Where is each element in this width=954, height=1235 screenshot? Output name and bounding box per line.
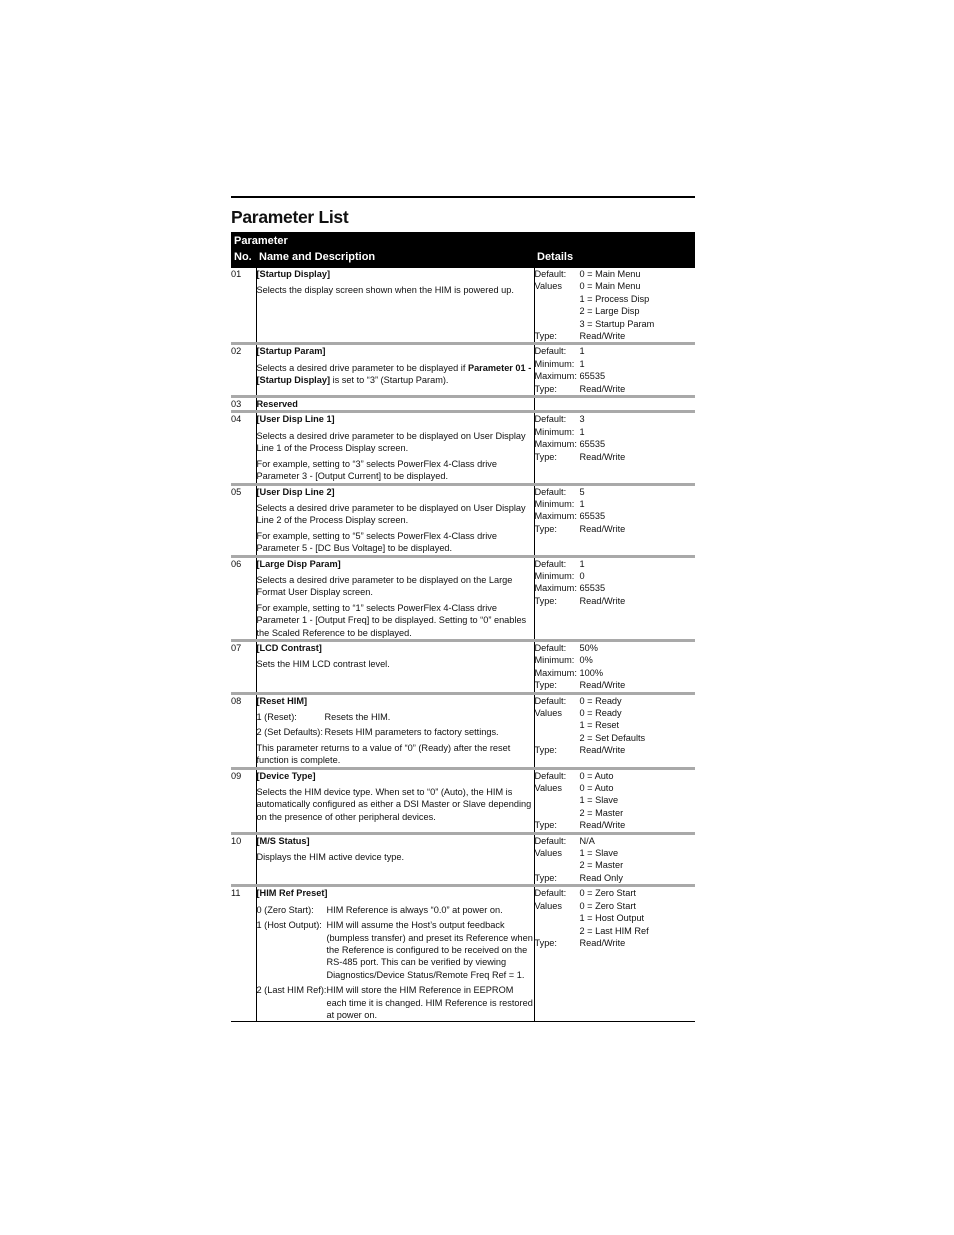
- detail-key: Values: [534, 281, 562, 292]
- param-details-cell: [534, 768, 695, 833]
- detail-row: [535, 937, 696, 949]
- param-number: 03: [231, 397, 256, 412]
- detail-value: 1 = Process Disp: [579, 293, 650, 304]
- detail-value: Read/Write: [579, 820, 626, 831]
- detail-key: Default:: [534, 770, 567, 781]
- detail-value: 1 = Reset: [579, 720, 620, 731]
- param-description: Displays the HIM active device type.: [256, 852, 405, 863]
- option-key: 0 (Zero Start):: [256, 904, 314, 915]
- parameter-row: [231, 693, 695, 768]
- param-name: [LCD Contrast]: [256, 642, 322, 653]
- detail-row: [535, 345, 696, 357]
- detail-value: 1: [579, 358, 585, 369]
- detail-key: Default:: [534, 835, 567, 846]
- option-row: [257, 726, 534, 738]
- detail-value: Read/Write: [579, 745, 626, 756]
- top-rule: [231, 196, 695, 198]
- detail-row: [535, 570, 696, 582]
- detail-row: [535, 900, 696, 912]
- parameter-row: [231, 886, 695, 1022]
- detail-row: [535, 794, 696, 806]
- param-number: 08: [231, 693, 256, 768]
- header-no: No.: [234, 251, 252, 263]
- detail-key: Type:: [534, 680, 557, 691]
- detail-value: Read/Write: [579, 523, 626, 534]
- parameter-row: [231, 412, 695, 484]
- detail-key: Type:: [534, 872, 557, 883]
- param-name: [Startup Display]: [256, 269, 331, 279]
- detail-row: [535, 859, 696, 871]
- option-value: HIM will assume the Host’s output feedback (bumpless transfer) and preset its Reference when the Reference is configured to be received on the RS-485 port. This can be verified by viewing Diagnostics/Device Status/Remote Freq Ref = 1.: [326, 920, 533, 980]
- detail-key: Type:: [534, 745, 557, 756]
- param-number: 07: [231, 640, 256, 693]
- detail-key: Minimum:: [534, 426, 575, 437]
- detail-value: 2 = Master: [579, 860, 624, 871]
- param-number: 10: [231, 833, 256, 886]
- description-text: Selects a desired drive parameter to be displayed if: [256, 362, 468, 373]
- parameter-row: [231, 344, 695, 397]
- detail-value: 5: [579, 486, 585, 497]
- description-ref: Parameter 01 - [Startup Display]: [256, 362, 532, 386]
- detail-row: [535, 595, 696, 607]
- detail-value: 0 = Ready: [579, 695, 622, 706]
- detail-key: [535, 305, 580, 317]
- option-key: 2 (Set Defaults):: [256, 727, 323, 738]
- param-description: Selects a desired drive parameter to be displayed on User Display Line 2 of the Process Display screen.: [256, 502, 526, 526]
- param-description-cell: [256, 693, 534, 768]
- detail-row: [535, 847, 696, 859]
- detail-row: [535, 835, 696, 847]
- param-number: 11: [231, 886, 256, 1022]
- detail-row: [535, 707, 696, 719]
- param-name: [Startup Param]: [256, 346, 326, 357]
- detail-value: 65535: [579, 371, 606, 382]
- detail-value: 3 = Startup Param: [579, 318, 655, 329]
- detail-value: Read/Write: [579, 451, 626, 462]
- page-title: Parameter List: [231, 207, 349, 227]
- detail-key: Default:: [534, 642, 567, 653]
- detail-row: [535, 912, 696, 924]
- header-name: Name and Description: [259, 251, 376, 263]
- detail-value: Read Only: [579, 872, 623, 883]
- detail-row: [535, 887, 696, 899]
- option-key: 1 (Reset):: [256, 712, 297, 722]
- detail-key: Maximum:: [534, 583, 577, 594]
- detail-key: [535, 807, 580, 819]
- detail-row: [535, 305, 696, 317]
- detail-key: Type:: [534, 451, 557, 462]
- parameter-table: [231, 268, 695, 1022]
- param-details-cell: [534, 484, 695, 556]
- detail-key: Default:: [534, 414, 567, 425]
- param-description-cell: [256, 484, 534, 556]
- detail-value: 1: [579, 426, 585, 437]
- detail-key: Default:: [534, 695, 567, 706]
- option-key: 1 (Host Output):: [256, 920, 322, 931]
- detail-key: Default:: [534, 269, 567, 279]
- detail-value: Read/Write: [579, 937, 626, 948]
- detail-value: 2 = Master: [579, 807, 624, 818]
- param-details-cell: [534, 640, 695, 693]
- parameter-row: [231, 640, 695, 693]
- detail-value: 0: [579, 570, 585, 581]
- detail-key: [535, 912, 580, 924]
- option-value: Resets the HIM.: [324, 712, 391, 722]
- page: [231, 196, 695, 1022]
- param-description-cell: [256, 268, 534, 344]
- detail-row: [535, 654, 696, 666]
- detail-row: [535, 819, 696, 831]
- param-description-cell: [256, 412, 534, 484]
- param-description: For example, setting to “1” selects PowerFlex 4-Class drive Parameter 1 - [Output Freq] to be displayed. Setting to “0” enables the Scaled Reference to be displayed.: [256, 602, 527, 638]
- detail-row: [535, 268, 696, 280]
- detail-row: [535, 782, 696, 794]
- param-name: [Large Disp Param]: [256, 558, 341, 569]
- detail-key: Minimum:: [534, 358, 575, 369]
- param-details-cell: [534, 556, 695, 640]
- detail-row: [535, 744, 696, 756]
- table-header: [231, 232, 695, 268]
- param-number: 06: [231, 556, 256, 640]
- detail-row: [535, 667, 696, 679]
- detail-value: 1: [579, 498, 585, 509]
- parameter-row: [231, 397, 695, 412]
- detail-key: Type:: [534, 595, 557, 606]
- detail-key: Default:: [534, 888, 567, 899]
- detail-value: 1 = Slave: [579, 848, 619, 859]
- parameter-row: [231, 556, 695, 640]
- detail-key: [535, 318, 580, 330]
- detail-row: [535, 719, 696, 731]
- detail-row: [535, 426, 696, 438]
- detail-row: [535, 293, 696, 305]
- detail-key: Type:: [534, 383, 557, 394]
- detail-row: [535, 582, 696, 594]
- detail-value: 1: [579, 346, 585, 357]
- detail-key: Values: [534, 900, 562, 911]
- param-description-cell: [256, 833, 534, 886]
- detail-value: 0 = Main Menu: [579, 269, 641, 279]
- detail-row: [535, 732, 696, 744]
- param-details-cell: [534, 397, 695, 412]
- param-description-cell: [256, 344, 534, 397]
- option-value: HIM Reference is always “0.0” at power on.: [326, 904, 503, 915]
- detail-key: Maximum:: [534, 439, 577, 450]
- detail-value: 1: [579, 558, 585, 569]
- detail-key: [535, 925, 580, 937]
- param-number: 04: [231, 412, 256, 484]
- header-details: Details: [537, 251, 574, 263]
- param-details-cell: [534, 344, 695, 397]
- detail-row: [535, 872, 696, 884]
- description-text: is set to “3” (Startup Param).: [330, 375, 449, 386]
- detail-row: [535, 642, 696, 654]
- detail-value: 3: [579, 414, 585, 425]
- detail-value: 65535: [579, 439, 606, 450]
- detail-row: [535, 510, 696, 522]
- detail-key: Maximum:: [534, 371, 577, 382]
- detail-value: 0 = Main Menu: [579, 281, 641, 292]
- param-description-cell: [256, 640, 534, 693]
- detail-value: N/A: [579, 835, 595, 846]
- param-number: 01: [231, 268, 256, 344]
- detail-value: 1 = Host Output: [579, 913, 645, 924]
- param-details-cell: [534, 886, 695, 1022]
- option-value: HIM will store the HIM Reference in EEPROM each time it is changed. HIM Reference is restored at power on.: [326, 985, 533, 1020]
- detail-row: [535, 498, 696, 510]
- detail-key: Default:: [534, 486, 567, 497]
- param-details-cell: [534, 833, 695, 886]
- detail-row: [535, 370, 696, 382]
- parameter-row: [231, 833, 695, 886]
- detail-row: [535, 695, 696, 707]
- detail-value: 65535: [579, 511, 606, 522]
- detail-value: 0 = Auto: [579, 770, 614, 781]
- parameter-row: [231, 768, 695, 833]
- detail-key: Maximum:: [534, 667, 577, 678]
- detail-row: [535, 925, 696, 937]
- option-row: [257, 984, 534, 1021]
- detail-key: Type:: [534, 331, 557, 342]
- detail-key: Type:: [534, 820, 557, 831]
- param-description-cell: [256, 397, 534, 412]
- option-row: [257, 904, 534, 916]
- detail-key: Maximum:: [534, 511, 577, 522]
- param-number: 02: [231, 344, 256, 397]
- detail-row: [535, 318, 696, 330]
- detail-value: 2 = Set Defaults: [579, 732, 646, 743]
- detail-key: [535, 293, 580, 305]
- param-name: [User Disp Line 1]: [256, 414, 335, 425]
- detail-key: Minimum:: [534, 498, 575, 509]
- param-description: Selects a desired drive parameter to be displayed on User Display Line 1 of the Process Display screen.: [256, 430, 526, 454]
- param-description-cell: [256, 556, 534, 640]
- param-name: Reserved: [256, 399, 298, 410]
- detail-value: Read/Write: [579, 680, 626, 691]
- param-description: Selects the HIM device type. When set to “0” (Auto), the HIM is automatically configured as either a DSI Master or Slave depending on the presence of other peripheral devices.: [256, 787, 532, 822]
- param-description: Sets the HIM LCD contrast level.: [256, 659, 390, 670]
- option-row: [257, 711, 534, 723]
- param-description: Selects the display screen shown when the HIM is powered up.: [256, 285, 514, 296]
- param-description: [257, 362, 534, 387]
- detail-key: Default:: [534, 346, 567, 357]
- parameter-row: [231, 268, 695, 344]
- detail-value: 0 = Ready: [579, 708, 622, 718]
- detail-row: [535, 280, 696, 292]
- detail-value: 0%: [579, 655, 593, 666]
- detail-key: Default:: [534, 558, 567, 569]
- param-description-cell: [256, 768, 534, 833]
- detail-key: Minimum:: [534, 570, 575, 581]
- header-parameter: Parameter: [234, 235, 288, 247]
- param-details-cell: [534, 412, 695, 484]
- param-description: Selects a desired drive parameter to be displayed on the Large Format User Display screen.: [256, 574, 513, 598]
- detail-row: [535, 770, 696, 782]
- detail-key: Type:: [534, 937, 557, 948]
- detail-key: [535, 794, 580, 806]
- detail-row: [535, 451, 696, 463]
- detail-value: Read/Write: [579, 331, 626, 342]
- detail-key: [535, 719, 580, 731]
- detail-value: 0 = Zero Start: [579, 888, 636, 899]
- param-name: [Device Type]: [256, 770, 316, 781]
- detail-row: [535, 807, 696, 819]
- detail-value: Read/Write: [579, 595, 626, 606]
- detail-row: [535, 413, 696, 425]
- option-value: Resets HIM parameters to factory settings.: [324, 727, 499, 738]
- option-row: [257, 919, 534, 981]
- detail-row: [535, 679, 696, 691]
- detail-value: Read/Write: [579, 383, 626, 394]
- detail-value: 2 = Last HIM Ref: [579, 925, 649, 936]
- detail-value: 2 = Large Disp: [579, 306, 640, 317]
- param-description: This parameter returns to a value of “0” (Ready) after the reset function is complete.: [256, 742, 511, 766]
- detail-key: [535, 732, 580, 744]
- detail-key: Values: [534, 848, 562, 859]
- detail-row: [535, 358, 696, 370]
- param-number: 09: [231, 768, 256, 833]
- detail-key: Minimum:: [534, 655, 575, 666]
- param-name: [Reset HIM]: [256, 695, 308, 706]
- detail-value: 1 = Slave: [579, 795, 619, 806]
- param-description: For example, setting to “3” selects PowerFlex 4-Class drive Parameter 3 - [Output Current] to be displayed.: [256, 458, 497, 482]
- detail-row: [535, 438, 696, 450]
- detail-key: Type:: [534, 523, 557, 534]
- param-details-cell: [534, 693, 695, 768]
- detail-row: [535, 523, 696, 535]
- detail-key: Values: [534, 708, 562, 718]
- detail-value: 65535: [579, 583, 606, 594]
- param-details-cell: [534, 268, 695, 344]
- detail-row: [535, 330, 696, 342]
- detail-value: 0 = Auto: [579, 783, 614, 794]
- param-description-cell: [256, 886, 534, 1022]
- param-description: For example, setting to “5” selects PowerFlex 4-Class drive Parameter 5 - [DC Bus Voltage] to be displayed.: [256, 530, 497, 554]
- param-number: 05: [231, 484, 256, 556]
- param-name: [HIM Ref Preset]: [256, 888, 328, 899]
- detail-value: 50%: [579, 642, 598, 653]
- param-name: [M/S Status]: [256, 835, 310, 846]
- detail-row: [535, 486, 696, 498]
- detail-key: [535, 859, 580, 871]
- detail-row: [535, 558, 696, 570]
- detail-value: 100%: [579, 667, 603, 678]
- parameter-row: [231, 484, 695, 556]
- detail-value: 0 = Zero Start: [579, 900, 636, 911]
- param-name: [User Disp Line 2]: [256, 486, 335, 497]
- detail-row: [535, 383, 696, 395]
- option-key: 2 (Last HIM Ref):: [256, 985, 327, 996]
- detail-key: Values: [534, 783, 562, 794]
